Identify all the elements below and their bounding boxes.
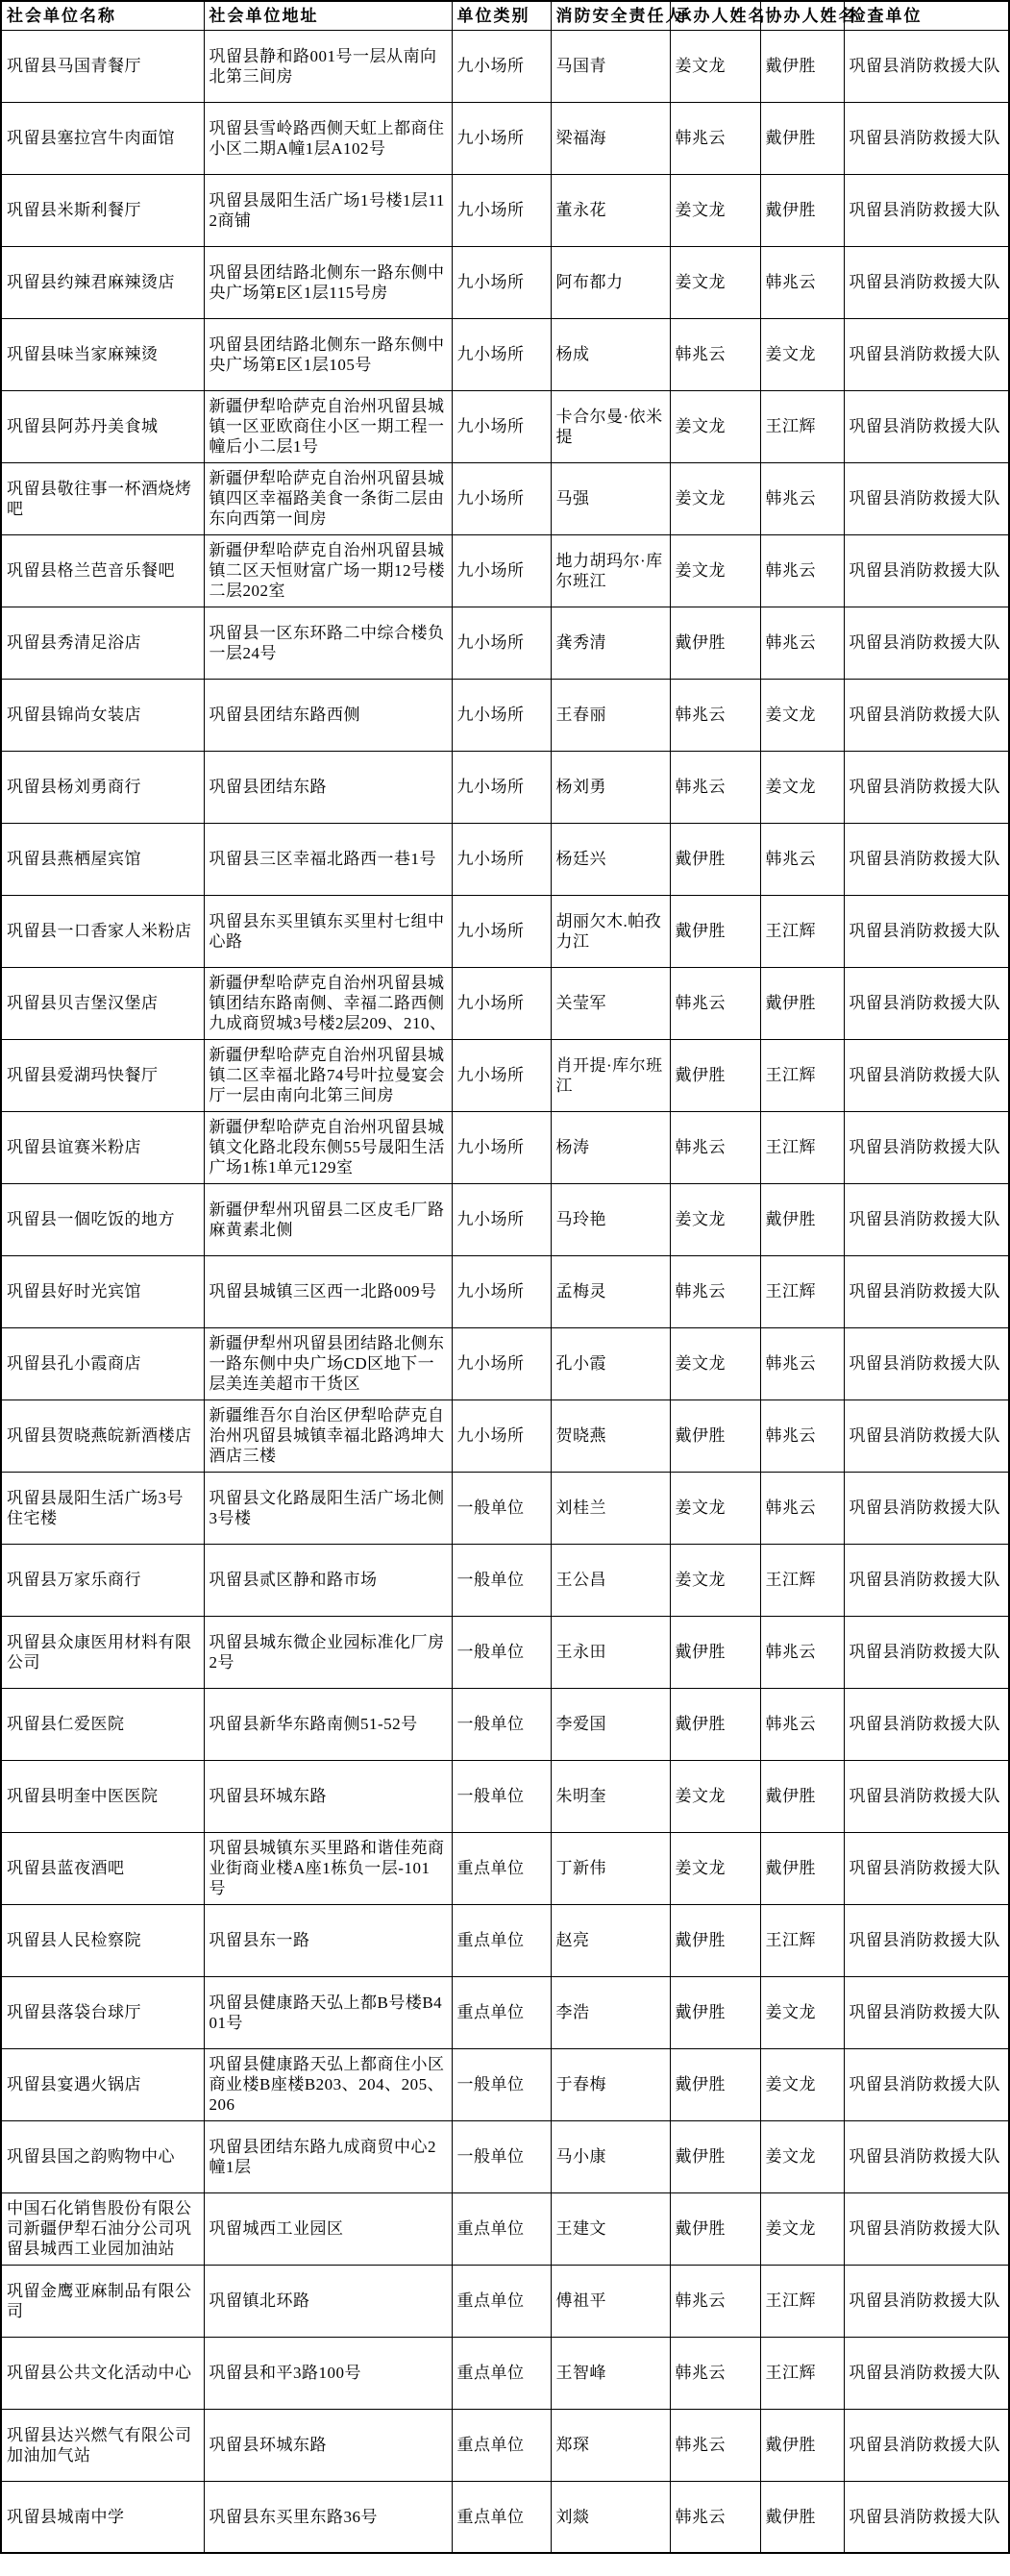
cell-safety-officer: 梁福海	[551, 102, 670, 174]
cell-inspection-unit: 巩留县消防救援大队	[844, 2265, 1009, 2337]
cell-handler-name: 姜文龙	[670, 462, 760, 534]
cell-inspection-unit: 巩留县消防救援大队	[844, 1255, 1009, 1327]
cell-co-handler-name: 戴伊胜	[760, 2481, 844, 2553]
cell-unit-address: 新疆伊犁哈萨克自治州巩留县城镇四区幸福路美食一条街二层由东向西第一间房	[204, 462, 452, 534]
cell-unit-name: 巩留县马国青餐厅	[1, 30, 204, 102]
cell-safety-officer: 马国青	[551, 30, 670, 102]
cell-unit-name: 巩留县众康医用材料有限公司	[1, 1616, 204, 1688]
cell-inspection-unit: 巩留县消防救援大队	[844, 462, 1009, 534]
cell-unit-name: 巩留县万家乐商行	[1, 1544, 204, 1616]
cell-unit-address: 巩留县新华东路南侧51-52号	[204, 1688, 452, 1760]
cell-co-handler-name: 王江辉	[760, 2337, 844, 2409]
table-body	[1, 30, 1009, 2553]
cell-unit-category: 重点单位	[452, 2337, 551, 2409]
cell-safety-officer: 傅祖平	[551, 2265, 670, 2337]
cell-unit-address: 巩留镇北环路	[204, 2265, 452, 2337]
cell-co-handler-name: 王江辉	[760, 1039, 844, 1111]
cell-unit-address: 巩留县团结路北侧东一路东侧中央广场第E区1层115号房	[204, 246, 452, 318]
cell-handler-name: 韩兆云	[670, 1255, 760, 1327]
cell-handler-name: 姜文龙	[670, 390, 760, 462]
cell-co-handler-name: 韩兆云	[760, 1472, 844, 1544]
cell-handler-name: 戴伊胜	[670, 1976, 760, 2048]
cell-inspection-unit: 巩留县消防救援大队	[844, 534, 1009, 607]
cell-safety-officer: 王公昌	[551, 1544, 670, 1616]
table-row	[1, 2192, 1009, 2265]
cell-safety-officer: 郑琛	[551, 2409, 670, 2481]
cell-co-handler-name: 韩兆云	[760, 1399, 844, 1472]
header-row	[1, 1, 1009, 30]
cell-handler-name: 韩兆云	[670, 2265, 760, 2337]
cell-safety-officer: 李浩	[551, 1976, 670, 2048]
cell-unit-address: 巩留县东买里镇东买里村七组中心路	[204, 895, 452, 967]
cell-handler-name: 姜文龙	[670, 1544, 760, 1616]
cell-co-handler-name: 姜文龙	[760, 1976, 844, 2048]
cell-handler-name: 韩兆云	[670, 679, 760, 751]
cell-co-handler-name: 姜文龙	[760, 751, 844, 823]
cell-co-handler-name: 王江辉	[760, 1544, 844, 1616]
cell-co-handler-name: 戴伊胜	[760, 102, 844, 174]
cell-unit-name: 巩留县好时光宾馆	[1, 1255, 204, 1327]
cell-unit-address: 巩留县团结东路西侧	[204, 679, 452, 751]
cell-unit-name: 巩留县落袋台球厅	[1, 1976, 204, 2048]
table-row	[1, 1039, 1009, 1111]
table-row	[1, 895, 1009, 967]
table-row	[1, 1255, 1009, 1327]
cell-safety-officer: 朱明奎	[551, 1760, 670, 1832]
cell-co-handler-name: 王江辉	[760, 1255, 844, 1327]
cell-unit-category: 九小场所	[452, 30, 551, 102]
cell-inspection-unit: 巩留县消防救援大队	[844, 751, 1009, 823]
cell-co-handler-name: 姜文龙	[760, 2192, 844, 2265]
cell-unit-address: 巩留县三区幸福北路西一巷1号	[204, 823, 452, 895]
table-row	[1, 2481, 1009, 2553]
cell-unit-category: 九小场所	[452, 102, 551, 174]
cell-handler-name: 韩兆云	[670, 102, 760, 174]
cell-unit-category: 一般单位	[452, 1544, 551, 1616]
cell-safety-officer: 马强	[551, 462, 670, 534]
cell-safety-officer: 董永花	[551, 174, 670, 246]
table-row	[1, 2337, 1009, 2409]
cell-handler-name: 韩兆云	[670, 2481, 760, 2553]
cell-co-handler-name: 韩兆云	[760, 534, 844, 607]
cell-unit-name: 巩留县国之韵购物中心	[1, 2120, 204, 2192]
cell-unit-category: 九小场所	[452, 1327, 551, 1399]
cell-inspection-unit: 巩留县消防救援大队	[844, 2120, 1009, 2192]
cell-handler-name: 戴伊胜	[670, 2048, 760, 2120]
cell-handler-name: 姜文龙	[670, 246, 760, 318]
cell-unit-category: 九小场所	[452, 751, 551, 823]
cell-inspection-unit: 巩留县消防救援大队	[844, 390, 1009, 462]
cell-co-handler-name: 戴伊胜	[760, 2409, 844, 2481]
table-row	[1, 1399, 1009, 1472]
cell-unit-category: 九小场所	[452, 607, 551, 679]
cell-handler-name: 戴伊胜	[670, 823, 760, 895]
cell-co-handler-name: 戴伊胜	[760, 1832, 844, 1904]
cell-unit-category: 一般单位	[452, 1760, 551, 1832]
cell-inspection-unit: 巩留县消防救援大队	[844, 1183, 1009, 1255]
cell-inspection-unit: 巩留县消防救援大队	[844, 30, 1009, 102]
cell-safety-officer: 贺晓燕	[551, 1399, 670, 1472]
column-header-unit-category: 单位类别	[452, 1, 551, 30]
cell-unit-address: 新疆维吾尔自治区伊犁哈萨克自治州巩留县城镇幸福北路鸿坤大酒店三楼	[204, 1399, 452, 1472]
cell-inspection-unit: 巩留县消防救援大队	[844, 1472, 1009, 1544]
cell-unit-category: 一般单位	[452, 1616, 551, 1688]
cell-handler-name: 姜文龙	[670, 174, 760, 246]
cell-co-handler-name: 姜文龙	[760, 318, 844, 390]
table-row	[1, 1976, 1009, 2048]
cell-unit-name: 巩留县约辣君麻辣烫店	[1, 246, 204, 318]
cell-co-handler-name: 王江辉	[760, 2265, 844, 2337]
table-row	[1, 679, 1009, 751]
cell-unit-address: 巩留县团结路北侧东一路东侧中央广场第E区1层105号	[204, 318, 452, 390]
cell-safety-officer: 龚秀清	[551, 607, 670, 679]
cell-safety-officer: 孟梅灵	[551, 1255, 670, 1327]
column-header-unit-address: 社会单位地址	[204, 1, 452, 30]
cell-inspection-unit: 巩留县消防救援大队	[844, 1399, 1009, 1472]
table-row	[1, 823, 1009, 895]
cell-inspection-unit: 巩留县消防救援大队	[844, 2048, 1009, 2120]
table-row	[1, 967, 1009, 1039]
cell-handler-name: 戴伊胜	[670, 895, 760, 967]
cell-inspection-unit: 巩留县消防救援大队	[844, 318, 1009, 390]
cell-unit-address: 巩留县贰区静和路市场	[204, 1544, 452, 1616]
cell-unit-name: 巩留县味当家麻辣烫	[1, 318, 204, 390]
cell-unit-name: 巩留县城南中学	[1, 2481, 204, 2553]
table-row	[1, 462, 1009, 534]
cell-inspection-unit: 巩留县消防救援大队	[844, 2481, 1009, 2553]
table-row	[1, 607, 1009, 679]
cell-unit-category: 一般单位	[452, 2048, 551, 2120]
cell-co-handler-name: 姜文龙	[760, 2120, 844, 2192]
table-row	[1, 102, 1009, 174]
cell-handler-name: 戴伊胜	[670, 2120, 760, 2192]
cell-handler-name: 韩兆云	[670, 967, 760, 1039]
cell-unit-category: 九小场所	[452, 390, 551, 462]
cell-unit-name: 巩留县秀清足浴店	[1, 607, 204, 679]
cell-safety-officer: 杨刘勇	[551, 751, 670, 823]
cell-co-handler-name: 韩兆云	[760, 1688, 844, 1760]
cell-unit-category: 重点单位	[452, 2409, 551, 2481]
cell-unit-address: 巩留县健康路天弘上都B号楼B401号	[204, 1976, 452, 2048]
cell-safety-officer: 刘桂兰	[551, 1472, 670, 1544]
table-row	[1, 1760, 1009, 1832]
cell-co-handler-name: 王江辉	[760, 1904, 844, 1976]
table-row	[1, 1111, 1009, 1183]
cell-inspection-unit: 巩留县消防救援大队	[844, 823, 1009, 895]
cell-unit-category: 九小场所	[452, 534, 551, 607]
cell-unit-address: 巩留县一区东环路二中综合楼负一层24号	[204, 607, 452, 679]
cell-inspection-unit: 巩留县消防救援大队	[844, 1760, 1009, 1832]
cell-safety-officer: 王永田	[551, 1616, 670, 1688]
cell-unit-category: 重点单位	[452, 1832, 551, 1904]
table-header	[1, 1, 1009, 30]
cell-handler-name: 韩兆云	[670, 2409, 760, 2481]
cell-unit-address: 巩留城西工业园区	[204, 2192, 452, 2265]
table-row	[1, 751, 1009, 823]
cell-unit-name: 巩留县杨刘勇商行	[1, 751, 204, 823]
table-row	[1, 1327, 1009, 1399]
cell-unit-address: 巩留县静和路001号一层从南向北第三间房	[204, 30, 452, 102]
cell-inspection-unit: 巩留县消防救援大队	[844, 174, 1009, 246]
cell-unit-address: 新疆伊犁州巩留县团结路北侧东一路东侧中央广场CD区地下一层美连美超市干货区	[204, 1327, 452, 1399]
cell-safety-officer: 王建文	[551, 2192, 670, 2265]
cell-inspection-unit: 巩留县消防救援大队	[844, 1832, 1009, 1904]
cell-inspection-unit: 巩留县消防救援大队	[844, 2337, 1009, 2409]
cell-handler-name: 姜文龙	[670, 1760, 760, 1832]
cell-co-handler-name: 韩兆云	[760, 246, 844, 318]
cell-safety-officer: 阿布都力	[551, 246, 670, 318]
cell-co-handler-name: 王江辉	[760, 390, 844, 462]
cell-co-handler-name: 姜文龙	[760, 679, 844, 751]
cell-unit-name: 巩留县一個吃饭的地方	[1, 1183, 204, 1255]
cell-unit-address: 巩留县城东微企业园标准化厂房2号	[204, 1616, 452, 1688]
cell-handler-name: 姜文龙	[670, 1183, 760, 1255]
cell-safety-officer: 王智峰	[551, 2337, 670, 2409]
cell-safety-officer: 丁新伟	[551, 1832, 670, 1904]
cell-unit-category: 九小场所	[452, 174, 551, 246]
cell-unit-address: 巩留县雪岭路西侧天虹上都商住小区二期A幢1层A102号	[204, 102, 452, 174]
cell-handler-name: 姜文龙	[670, 1472, 760, 1544]
cell-unit-name: 巩留县爱湖玛快餐厅	[1, 1039, 204, 1111]
cell-unit-category: 一般单位	[452, 1688, 551, 1760]
cell-unit-address: 新疆伊犁哈萨克自治州巩留县城镇文化路北段东侧55号晟阳生活广场1栋1单元129室	[204, 1111, 452, 1183]
cell-unit-name: 巩留县宴遇火锅店	[1, 2048, 204, 2120]
cell-unit-name: 巩留县明奎中医医院	[1, 1760, 204, 1832]
cell-unit-name: 巩留县贺晓燕皖新酒楼店	[1, 1399, 204, 1472]
table-row	[1, 174, 1009, 246]
cell-handler-name: 戴伊胜	[670, 2192, 760, 2265]
cell-unit-category: 九小场所	[452, 967, 551, 1039]
cell-inspection-unit: 巩留县消防救援大队	[844, 1039, 1009, 1111]
cell-unit-name: 巩留县米斯利餐厅	[1, 174, 204, 246]
table-row	[1, 2048, 1009, 2120]
cell-inspection-unit: 巩留县消防救援大队	[844, 607, 1009, 679]
column-header-inspection-unit: 检查单位	[844, 1, 1009, 30]
cell-safety-officer: 马小康	[551, 2120, 670, 2192]
cell-co-handler-name: 戴伊胜	[760, 30, 844, 102]
cell-unit-address: 巩留县团结东路	[204, 751, 452, 823]
cell-unit-name: 中国石化销售股份有限公司新疆伊犁石油分公司巩留县城西工业园加油站	[1, 2192, 204, 2265]
table-row	[1, 390, 1009, 462]
cell-unit-address: 新疆伊犁哈萨克自治州巩留县城镇二区幸福北路74号叶拉曼宴会厅一层由南向北第三间房	[204, 1039, 452, 1111]
cell-unit-category: 九小场所	[452, 318, 551, 390]
cell-co-handler-name: 戴伊胜	[760, 1183, 844, 1255]
cell-inspection-unit: 巩留县消防救援大队	[844, 967, 1009, 1039]
cell-unit-category: 九小场所	[452, 1111, 551, 1183]
cell-unit-address: 新疆伊犁州巩留县二区皮毛厂路麻黄素北侧	[204, 1183, 452, 1255]
cell-safety-officer: 肖开提·库尔班江	[551, 1039, 670, 1111]
cell-inspection-unit: 巩留县消防救援大队	[844, 1976, 1009, 2048]
cell-safety-officer: 杨涛	[551, 1111, 670, 1183]
cell-co-handler-name: 韩兆云	[760, 607, 844, 679]
cell-unit-category: 九小场所	[452, 823, 551, 895]
cell-inspection-unit: 巩留县消防救援大队	[844, 1544, 1009, 1616]
cell-handler-name: 姜文龙	[670, 1832, 760, 1904]
cell-co-handler-name: 王江辉	[760, 895, 844, 967]
table-row	[1, 1472, 1009, 1544]
cell-unit-address: 巩留县团结东路九成商贸中心2幢1层	[204, 2120, 452, 2192]
cell-inspection-unit: 巩留县消防救援大队	[844, 1688, 1009, 1760]
cell-unit-name: 巩留县公共文化活动中心	[1, 2337, 204, 2409]
cell-handler-name: 戴伊胜	[670, 1399, 760, 1472]
cell-co-handler-name: 王江辉	[760, 1111, 844, 1183]
cell-unit-name: 巩留县仁爱医院	[1, 1688, 204, 1760]
cell-handler-name: 戴伊胜	[670, 1039, 760, 1111]
cell-unit-category: 九小场所	[452, 1399, 551, 1472]
table-row	[1, 534, 1009, 607]
cell-safety-officer: 李爱国	[551, 1688, 670, 1760]
cell-co-handler-name: 戴伊胜	[760, 967, 844, 1039]
cell-co-handler-name: 姜文龙	[760, 2048, 844, 2120]
cell-unit-name: 巩留县孔小霞商店	[1, 1327, 204, 1399]
cell-unit-category: 九小场所	[452, 246, 551, 318]
column-header-unit-name: 社会单位名称	[1, 1, 204, 30]
cell-co-handler-name: 戴伊胜	[760, 1760, 844, 1832]
cell-safety-officer: 孔小霞	[551, 1327, 670, 1399]
table-row	[1, 1832, 1009, 1904]
cell-handler-name: 戴伊胜	[670, 1688, 760, 1760]
cell-inspection-unit: 巩留县消防救援大队	[844, 2192, 1009, 2265]
column-header-co-handler-name: 协办人姓名	[760, 1, 844, 30]
cell-unit-address: 巩留县环城东路	[204, 2409, 452, 2481]
cell-unit-address: 新疆伊犁哈萨克自治州巩留县城镇团结东路南侧、幸福二路西侧九成商贸城3号楼2层209、210、	[204, 967, 452, 1039]
cell-handler-name: 戴伊胜	[670, 1616, 760, 1688]
table-row	[1, 2265, 1009, 2337]
cell-unit-category: 九小场所	[452, 1183, 551, 1255]
cell-unit-category: 一般单位	[452, 2120, 551, 2192]
cell-handler-name: 姜文龙	[670, 534, 760, 607]
cell-co-handler-name: 韩兆云	[760, 1327, 844, 1399]
cell-unit-category: 九小场所	[452, 1039, 551, 1111]
cell-handler-name: 戴伊胜	[670, 607, 760, 679]
column-header-safety-officer: 消防安全责任人	[551, 1, 670, 30]
table-row	[1, 30, 1009, 102]
cell-unit-category: 重点单位	[452, 1976, 551, 2048]
cell-inspection-unit: 巩留县消防救援大队	[844, 679, 1009, 751]
cell-unit-name: 巩留县达兴燃气有限公司加油加气站	[1, 2409, 204, 2481]
cell-co-handler-name: 韩兆云	[760, 1616, 844, 1688]
cell-handler-name: 韩兆云	[670, 2337, 760, 2409]
cell-unit-category: 重点单位	[452, 2265, 551, 2337]
cell-co-handler-name: 韩兆云	[760, 462, 844, 534]
table-row	[1, 1544, 1009, 1616]
cell-unit-name: 巩留县锦尚女装店	[1, 679, 204, 751]
cell-unit-name: 巩留县谊赛米粉店	[1, 1111, 204, 1183]
cell-safety-officer: 胡丽欠木.帕孜力江	[551, 895, 670, 967]
cell-handler-name: 姜文龙	[670, 1327, 760, 1399]
cell-inspection-unit: 巩留县消防救援大队	[844, 102, 1009, 174]
cell-unit-category: 重点单位	[452, 1904, 551, 1976]
cell-handler-name: 戴伊胜	[670, 1904, 760, 1976]
cell-unit-category: 重点单位	[452, 2481, 551, 2553]
cell-unit-name: 巩留县格兰芭音乐餐吧	[1, 534, 204, 607]
cell-safety-officer: 卡合尔曼·依米提	[551, 390, 670, 462]
cell-unit-address: 巩留县健康路天弘上都商住小区商业楼B座楼B203、204、205、206	[204, 2048, 452, 2120]
cell-inspection-unit: 巩留县消防救援大队	[844, 246, 1009, 318]
cell-handler-name: 姜文龙	[670, 30, 760, 102]
cell-unit-name: 巩留县贝吉堡汉堡店	[1, 967, 204, 1039]
cell-handler-name: 韩兆云	[670, 751, 760, 823]
table-row	[1, 1616, 1009, 1688]
cell-unit-address: 新疆伊犁哈萨克自治州巩留县城镇二区天恒财富广场一期12号楼二层202室	[204, 534, 452, 607]
cell-handler-name: 韩兆云	[670, 318, 760, 390]
cell-safety-officer: 王春丽	[551, 679, 670, 751]
cell-unit-address: 新疆伊犁哈萨克自治州巩留县城镇一区亚欧商住小区一期工程一幢后小二层1号	[204, 390, 452, 462]
cell-unit-address: 巩留县和平3路100号	[204, 2337, 452, 2409]
table-row	[1, 1688, 1009, 1760]
cell-safety-officer: 于春梅	[551, 2048, 670, 2120]
cell-unit-name: 巩留县蓝夜酒吧	[1, 1832, 204, 1904]
cell-unit-name: 巩留县塞拉宫牛肉面馆	[1, 102, 204, 174]
cell-safety-officer: 关莹军	[551, 967, 670, 1039]
cell-unit-address: 巩留县晟阳生活广场1号楼1层112商铺	[204, 174, 452, 246]
cell-unit-name: 巩留县阿苏丹美食城	[1, 390, 204, 462]
cell-co-handler-name: 韩兆云	[760, 823, 844, 895]
cell-inspection-unit: 巩留县消防救援大队	[844, 2409, 1009, 2481]
cell-unit-name: 巩留县晟阳生活广场3号住宅楼	[1, 1472, 204, 1544]
cell-handler-name: 韩兆云	[670, 1111, 760, 1183]
cell-safety-officer: 马玲艳	[551, 1183, 670, 1255]
column-header-handler-name: 承办人姓名	[670, 1, 760, 30]
cell-unit-address: 巩留县东买里东路36号	[204, 2481, 452, 2553]
cell-unit-category: 九小场所	[452, 679, 551, 751]
cell-unit-category: 一般单位	[452, 1472, 551, 1544]
table-row	[1, 2120, 1009, 2192]
cell-unit-name: 巩留县敬往事一杯酒烧烤吧	[1, 462, 204, 534]
cell-safety-officer: 杨成	[551, 318, 670, 390]
cell-unit-address: 巩留县城镇东买里路和谐佳苑商业街商业楼A座1栋负一层-101号	[204, 1832, 452, 1904]
cell-inspection-unit: 巩留县消防救援大队	[844, 1327, 1009, 1399]
cell-unit-category: 九小场所	[452, 895, 551, 967]
cell-safety-officer: 地力胡玛尔·库尔班江	[551, 534, 670, 607]
table-row	[1, 246, 1009, 318]
cell-inspection-unit: 巩留县消防救援大队	[844, 1111, 1009, 1183]
table-row	[1, 318, 1009, 390]
cell-unit-address: 巩留县环城东路	[204, 1760, 452, 1832]
cell-unit-address: 巩留县东一路	[204, 1904, 452, 1976]
cell-unit-category: 重点单位	[452, 2192, 551, 2265]
cell-safety-officer: 刘燚	[551, 2481, 670, 2553]
cell-inspection-unit: 巩留县消防救援大队	[844, 1904, 1009, 1976]
cell-unit-address: 巩留县文化路晟阳生活广场北侧3号楼	[204, 1472, 452, 1544]
table-row	[1, 1904, 1009, 1976]
cell-safety-officer: 赵亮	[551, 1904, 670, 1976]
table-row	[1, 2409, 1009, 2481]
cell-co-handler-name: 戴伊胜	[760, 174, 844, 246]
cell-inspection-unit: 巩留县消防救援大队	[844, 1616, 1009, 1688]
cell-unit-name: 巩留县一口香家人米粉店	[1, 895, 204, 967]
cell-unit-category: 九小场所	[452, 1255, 551, 1327]
cell-unit-name: 巩留县燕栖屋宾馆	[1, 823, 204, 895]
cell-unit-name: 巩留县人民检察院	[1, 1904, 204, 1976]
table-row	[1, 1183, 1009, 1255]
cell-unit-address: 巩留县城镇三区西一北路009号	[204, 1255, 452, 1327]
cell-inspection-unit: 巩留县消防救援大队	[844, 895, 1009, 967]
cell-safety-officer: 杨廷兴	[551, 823, 670, 895]
cell-unit-category: 九小场所	[452, 462, 551, 534]
cell-unit-name: 巩留金鹰亚麻制品有限公司	[1, 2265, 204, 2337]
